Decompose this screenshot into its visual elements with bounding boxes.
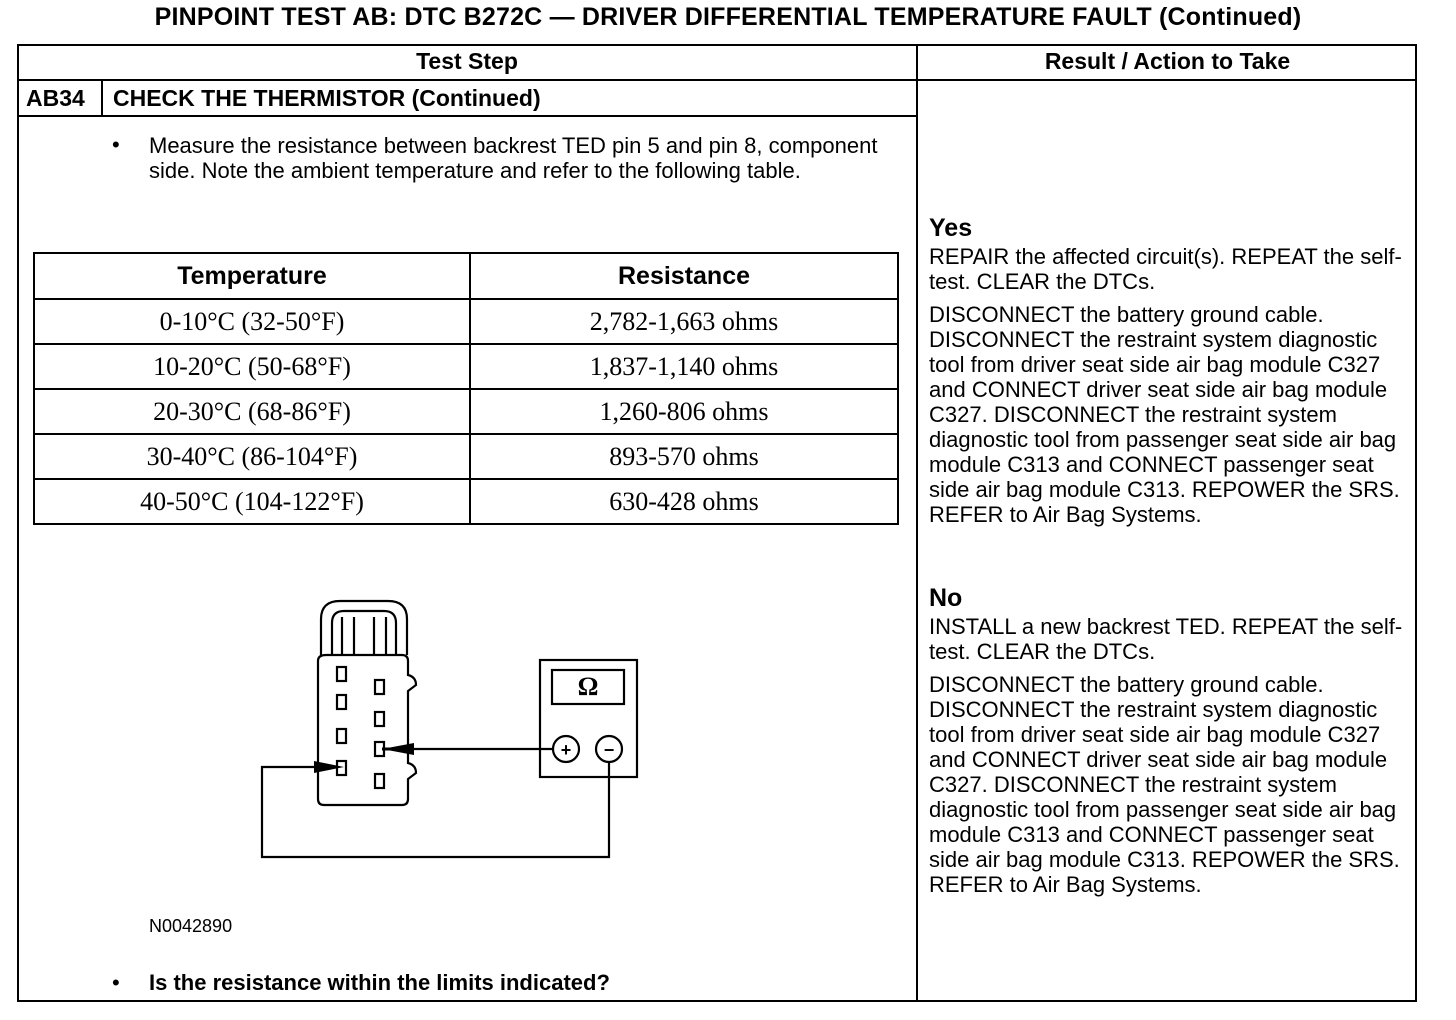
temperature-column-header: Temperature — [34, 253, 470, 299]
resistance-cell: 893-570 ohms — [470, 434, 898, 479]
temperature-cell: 30-40°C (86-104°F) — [34, 434, 470, 479]
connector-pin — [375, 774, 384, 788]
connector-pin — [375, 680, 384, 694]
column-divider — [916, 44, 918, 1002]
test-step-header: Test Step — [416, 48, 518, 74]
step-id-divider — [101, 79, 103, 117]
bullet-icon: • — [112, 132, 120, 157]
plus-icon: + — [560, 740, 572, 760]
step-question: Is the resistance within the limits indicated? — [149, 970, 610, 995]
connector-pin — [337, 695, 346, 709]
temperature-cell: 40-50°C (104-122°F) — [34, 479, 470, 524]
resistance-cell: 1,837-1,140 ohms — [470, 344, 898, 389]
resistance-cell: 630-428 ohms — [470, 479, 898, 524]
temperature-cell: 0-10°C (32-50°F) — [34, 299, 470, 344]
no-action: INSTALL a new backrest TED. REPEAT the self-test. CLEAR the DTCs. — [929, 614, 1403, 664]
yes-action: REPAIR the affected circuit(s). REPEAT the self-test. CLEAR the DTCs. — [929, 244, 1402, 294]
resistance-spec-table — [33, 252, 899, 525]
page-title: PINPOINT TEST AB: DTC B272C — DRIVER DIFFERENTIAL TEMPERATURE FAULT (Continued) — [154, 3, 1302, 31]
backrest-ted-connector — [318, 655, 416, 805]
temperature-cell: 20-30°C (68-86°F) — [34, 389, 470, 434]
table-row — [34, 479, 898, 524]
table-row — [34, 299, 898, 344]
ohm-icon: Ω — [577, 672, 599, 701]
minus-icon: − — [603, 740, 615, 760]
table-row — [34, 344, 898, 389]
step-instruction: Measure the resistance between backrest TED pin 5 and pin 8, component side. Note the ambient temperature and refer to the following table. — [149, 133, 878, 183]
connector-pin — [375, 712, 384, 726]
header-divider — [17, 79, 1417, 81]
figure-code: N0042890 — [149, 916, 233, 936]
thermistor-measurement-diagram — [250, 595, 650, 865]
bullet-icon: • — [112, 970, 120, 995]
connector-latch — [321, 601, 407, 655]
table-row — [34, 389, 898, 434]
step-id: AB34 — [26, 85, 85, 111]
connector-pin — [337, 667, 346, 681]
table-row — [34, 434, 898, 479]
yes-note: DISCONNECT the battery ground cable. DISCONNECT the restraint system diagnostic tool from driver seat side air bag module C327 and CONNECT driver seat side air bag module C327. DISCONNECT the restraint system diagnostic tool from passenger seat side air bag module C313 and CONNECT passenger seat side air bag module C313. REPOWER the SRS. REFER to Air Bag Systems. — [929, 302, 1400, 527]
resistance-cell: 2,782-1,663 ohms — [470, 299, 898, 344]
resistance-column-header: Resistance — [470, 253, 898, 299]
yes-label: Yes — [929, 214, 973, 242]
spec-table-header-row — [34, 253, 898, 299]
resistance-cell: 1,260-806 ohms — [470, 389, 898, 434]
connector-pin — [337, 729, 346, 743]
no-label: No — [929, 584, 963, 612]
step-row-divider — [17, 115, 918, 117]
no-note: DISCONNECT the battery ground cable. DISCONNECT the restraint system diagnostic tool from driver seat side air bag module C327 and CONNECT driver seat side air bag module C327. DISCONNECT the restraint system diagnostic tool from passenger seat side air bag module C313 and CONNECT passenger seat side air bag module C313. REPOWER the SRS. REFER to Air Bag Systems. — [929, 672, 1400, 897]
temperature-cell: 10-20°C (50-68°F) — [34, 344, 470, 389]
step-title: CHECK THE THERMISTOR (Continued) — [113, 85, 541, 111]
result-header: Result / Action to Take — [1044, 48, 1291, 74]
